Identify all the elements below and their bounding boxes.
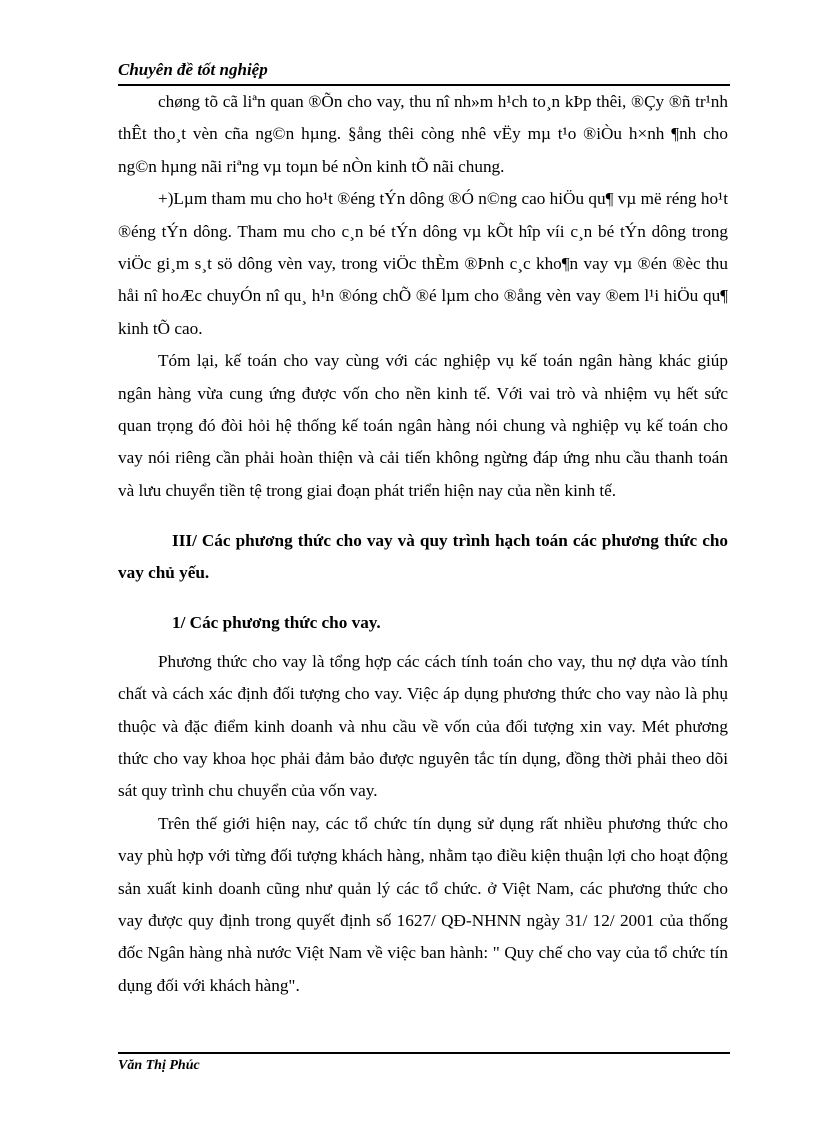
page-footer: [118, 1058, 200, 1074]
footer-divider: [118, 1052, 730, 1054]
page-body: [118, 86, 728, 1002]
author-name: Văn Thị Phúc: [118, 1058, 200, 1073]
subsection-heading: 1/ Các phương thức cho vay.: [172, 613, 381, 633]
paragraph-4: Phương thức cho vay là tổng hợp các cách tính toán cho vay, thu nợ dựa vào tính chất và cách xác định đối tượng cho vay. Việc áp dụng phương thức cho vay nào là phụ thuộc và đặc điểm kinh doanh và nhu cầu về vốn của đối tượng xin vay. Mét phương thức cho vay khoa học phải đảm bảo được nguyên tắc tín dụng, đồng thời phải theo dõi sát quy trình chu chuyển của vốn vay.: [118, 651, 728, 801]
paragraph-1: chøng tõ cã liªn quan ®Õn cho vay, thu nî nh»m h¹ch to¸n kÞp thêi, ®Çy ®ñ tr¹nh thÊt tho¸t vèn cña ng©n hµng. §ång thêi còng nhê vËy mµ t¹o ®iÒu h×nh ¶nh cho ng©n hµng nãi riªng vµ toµn bé nÒn kinh tÕ nãi chung.: [118, 92, 728, 176]
paragraph-2: +)Lµm tham mu cho ho¹t ®éng tÝn dông ®Ó n©ng cao hiÖu qu¶ vµ më réng ho¹t ®éng tÝn dông. Tham mu cho c¸n bé tÝn dông vµ kÕt hîp víi c¸n bé tÝn dông trong viÖc gi¸m s¸t sö dông vèn vay, trong viÖc thÈm ®Þnh c¸c kho¶n vay vµ ®én ®èc thu håi nî hoÆc chuyÓn nî qu¸ h¹n ®óng chÕ ®é lµm cho ®ång vèn vay ®em l¹i hiÖu qu¶ kinh tÕ cao.: [118, 189, 728, 338]
paragraph-5: Trên thế giới hiện nay, các tổ chức tín dụng sử dụng rất nhiều phương thức cho vay phù hợp với từng đối tượng khách hàng, nhằm tạo điều kiện thuận lợi cho hoạt động sản xuất kinh doanh cũng như quản lý các tổ chức. ở Việt Nam, các phương thức cho vay được quy định trong quyết định số 1627/ QĐ-NHNN ngày 31/ 12/ 2001 của thống đốc Ngân hàng nhà nước Việt Nam về việc ban hành: " Quy chế cho vay của tổ chức tín dụng đối với khách hàng".: [118, 813, 728, 995]
page-header: [118, 60, 730, 86]
document-title: Chuyên đề tốt nghiệp: [118, 60, 268, 79]
paragraph-3: Tóm lại, kế toán cho vay cùng với các nghiệp vụ kế toán ngân hàng khác giúp ngân hàng vừa cung ứng được vốn cho nền kinh tế. Với vai trò và nhiệm vụ hết sức quan trọng đó đòi hỏi hệ thống kế toán ngân hàng nói chung và nghiệp vụ kế toán cho vay nói riêng cần phải hoàn thiện và cải tiến không ngừng đáp ứng nhu cầu thanh toán và lưu chuyển tiền tệ trong giai đoạn phát triển hiện nay của nền kinh tế.: [118, 351, 728, 500]
section-heading: III/ Các phương thức cho vay và quy trình hạch toán các phương thức cho vay chủ yếu.: [118, 531, 728, 583]
